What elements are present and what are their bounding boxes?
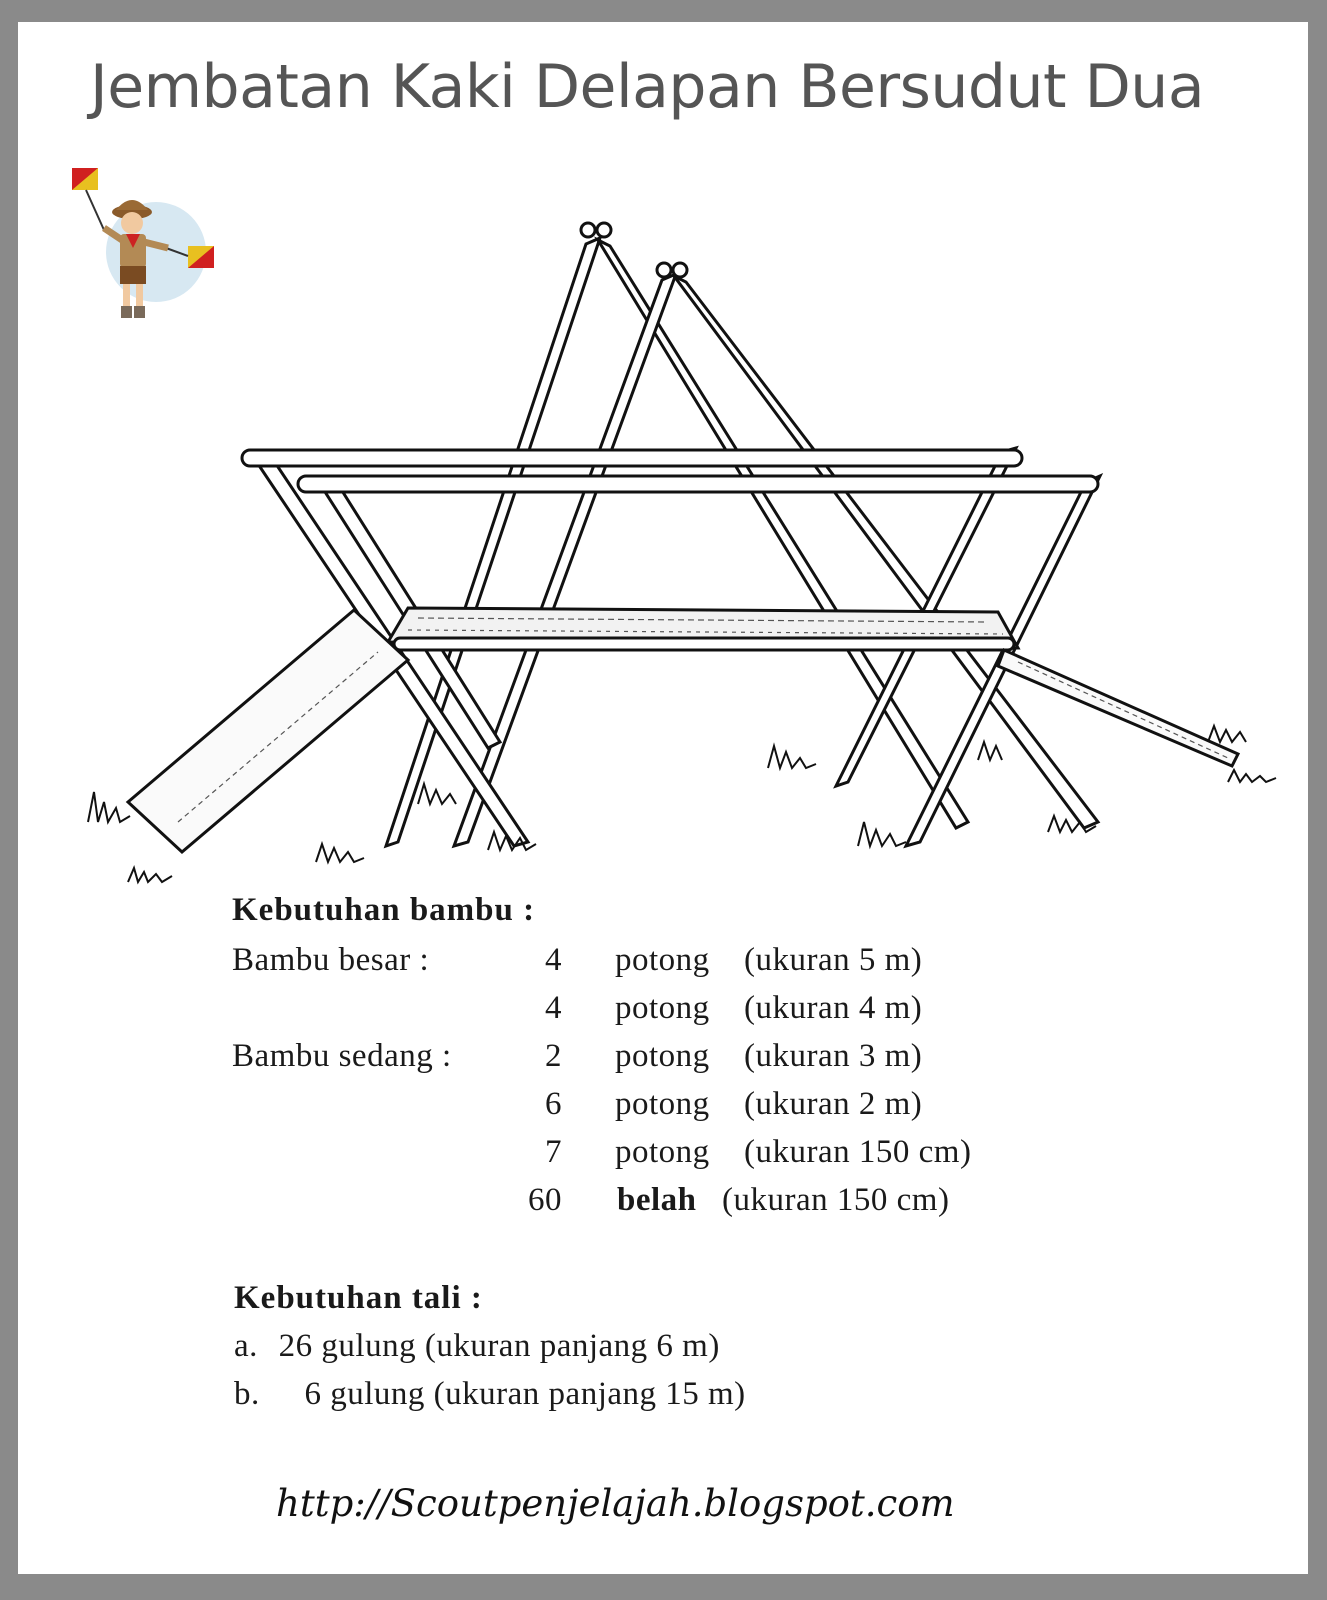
bamboo-row-unit: belah [617,1182,697,1218]
rope-item-marker: b. [234,1376,260,1412]
bamboo-row-unit: potong [615,1038,710,1074]
bamboo-row-unit: potong [615,1086,710,1122]
rope-heading: Kebutuhan tali : [234,1280,483,1316]
bamboo-row-desc: (ukuran 3 m) [744,1038,923,1074]
bamboo-row-qty: 4 [545,990,562,1026]
rope-item-text: 6 gulung (ukuran panjang 15 m) [304,1376,746,1412]
bamboo-row-qty: 4 [545,942,562,978]
page-frame [18,22,1308,1574]
bamboo-row-label: Bambu sedang : [232,1038,452,1074]
bamboo-row-unit: potong [615,1134,710,1170]
bamboo-row-qty: 6 [545,1086,562,1122]
page-title: Jembatan Kaki Delapan Bersudut Dua [90,52,1205,122]
bamboo-heading: Kebutuhan bambu : [232,892,536,928]
bamboo-row-qty: 60 [528,1182,562,1218]
bamboo-row-unit: potong [615,990,710,1026]
rope-item-marker: a. [234,1328,258,1364]
bamboo-row-desc: (ukuran 4 m) [744,990,923,1026]
bamboo-row-desc: (ukuran 5 m) [744,942,923,978]
bamboo-row-desc: (ukuran 2 m) [744,1086,923,1122]
bamboo-row-qty: 7 [545,1134,562,1170]
bamboo-bridge-illustration [58,182,1308,922]
bamboo-row-qty: 2 [545,1038,562,1074]
bamboo-row-desc: (ukuran 150 cm) [722,1182,950,1218]
bamboo-row-label: Bambu besar : [232,942,430,978]
rope-item [234,1376,746,1413]
bamboo-row-unit: potong [615,942,710,978]
rope-item [234,1328,720,1365]
bamboo-row-desc: (ukuran 150 cm) [744,1134,972,1170]
rope-item-text: 26 gulung (ukuran panjang 6 m) [278,1328,720,1364]
source-url: http://Scoutpenjelajah.blogspot.com [276,1482,955,1525]
